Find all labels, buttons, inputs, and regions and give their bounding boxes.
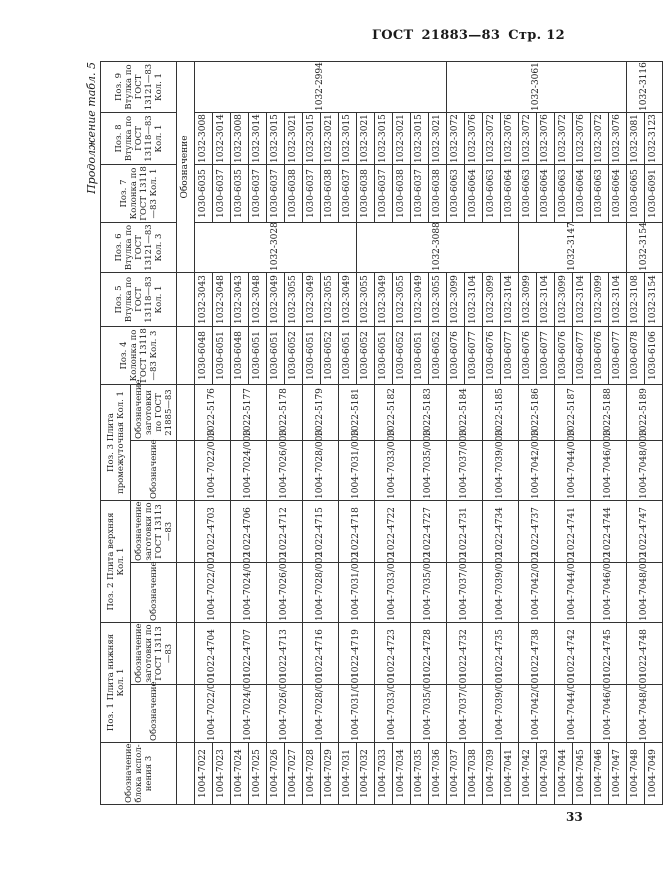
cell: 1032-3154 bbox=[627, 223, 663, 273]
cell: 1032-3099 bbox=[447, 273, 465, 327]
cell: 1004-7044/002 bbox=[555, 563, 591, 623]
cell: 1004-7047 bbox=[609, 743, 627, 805]
cell: 1030-6037 bbox=[411, 165, 429, 223]
designation-heading-spacer bbox=[177, 685, 195, 743]
cell: 1032-3076 bbox=[609, 113, 627, 165]
rotated-table-frame bbox=[85, 62, 658, 805]
cell: 1032-3072 bbox=[483, 113, 501, 165]
cell: 1004-7022/002 bbox=[195, 563, 231, 623]
cell: 1030-6052 bbox=[321, 327, 339, 385]
cell: 1030-6078 bbox=[627, 327, 645, 385]
cell: 1004-7028 bbox=[303, 743, 321, 805]
cell: 1030-6051 bbox=[411, 327, 429, 385]
cell: 1022-4715 bbox=[303, 501, 339, 563]
cell: 1030-6037 bbox=[303, 165, 321, 223]
cell: 1004-7028/002 bbox=[303, 563, 339, 623]
cell: 1022-4742 bbox=[555, 623, 591, 685]
cell: 1032-3147 bbox=[519, 223, 627, 273]
cell: 1030-6077 bbox=[501, 327, 519, 385]
subheader-designation: Обозначение bbox=[131, 685, 177, 743]
cell: 1022-4728 bbox=[411, 623, 447, 685]
cell: 1004-7033/001 bbox=[375, 685, 411, 743]
header-pos4: Поз. 4 Колонка по ГОСТ 13118—83 Кол. 3 bbox=[101, 327, 177, 385]
cell: 1004-7031/002 bbox=[339, 563, 375, 623]
cell: 1032-3015 bbox=[267, 113, 285, 165]
cell: 1004-7036 bbox=[429, 743, 447, 805]
cell: 1032-3028 bbox=[195, 223, 357, 273]
designation-heading: Обозначение bbox=[177, 62, 195, 273]
cell: 1004-7035/003 bbox=[411, 441, 447, 501]
cell: 1022-4722 bbox=[375, 501, 411, 563]
cell: 1004-7039/002 bbox=[483, 563, 519, 623]
designation-heading-spacer bbox=[177, 327, 195, 385]
cell: 1022-4727 bbox=[411, 501, 447, 563]
header-pos5: Поз. 5 Втулка по ГОСТ 13118—83 Кол. 1 bbox=[101, 273, 177, 327]
cell: 1032-3061 bbox=[447, 62, 627, 113]
header-pos7: Поз. 7 Колонка по ГОСТ 13118—83 Кол. 1 bbox=[101, 165, 177, 223]
cell: 1030-6065 bbox=[627, 165, 645, 223]
header-pos6: Поз. 6 Втулка по ГОСТ 13121—83 Кол. 3 bbox=[101, 223, 177, 273]
cell: 1004-7045 bbox=[573, 743, 591, 805]
cell: 1004-7026/003 bbox=[267, 441, 303, 501]
cell: 1032-3076 bbox=[501, 113, 519, 165]
cell: 1004-7026/001 bbox=[267, 685, 303, 743]
cell: 1030-6076 bbox=[519, 327, 537, 385]
cell: 1004-7024/001 bbox=[231, 685, 267, 743]
cell: 1004-7023 bbox=[213, 743, 231, 805]
page-header bbox=[372, 28, 573, 43]
cell: 1022-5185 bbox=[483, 385, 519, 441]
cell: 1032-3049 bbox=[339, 273, 357, 327]
cell: 1032-3104 bbox=[573, 273, 591, 327]
cell: 1032-3043 bbox=[231, 273, 249, 327]
cell: 1032-3076 bbox=[465, 113, 483, 165]
cell: 1022-4732 bbox=[447, 623, 483, 685]
cell: 1030-6076 bbox=[483, 327, 501, 385]
cell: 1032-3055 bbox=[393, 273, 411, 327]
cell: 1022-4737 bbox=[519, 501, 555, 563]
cell: 1032-3104 bbox=[501, 273, 519, 327]
cell: 1004-7044 bbox=[555, 743, 573, 805]
cell: 1030-6064 bbox=[465, 165, 483, 223]
cell: 1030-6038 bbox=[357, 165, 375, 223]
cell: 1004-7046/003 bbox=[591, 441, 627, 501]
designation-heading-spacer bbox=[177, 501, 195, 563]
cell: 1004-7046/001 bbox=[591, 685, 627, 743]
cell: 1022-5177 bbox=[231, 385, 267, 441]
designation-heading-spacer bbox=[177, 623, 195, 685]
cell: 1032-3055 bbox=[429, 273, 447, 327]
cell: 1022-4747 bbox=[627, 501, 663, 563]
cell: 1032-3014 bbox=[249, 113, 267, 165]
cell: 1030-6063 bbox=[447, 165, 465, 223]
cell: 1022-4738 bbox=[519, 623, 555, 685]
cell: 1030-6051 bbox=[213, 327, 231, 385]
cell: 1032-3015 bbox=[303, 113, 321, 165]
page-label: Стр. 12 bbox=[508, 28, 565, 43]
cell: 1022-4735 bbox=[483, 623, 519, 685]
cell: 1004-7043 bbox=[537, 743, 555, 805]
cell: 1030-6076 bbox=[555, 327, 573, 385]
cell: 1030-6035 bbox=[231, 165, 249, 223]
cell: 1022-4704 bbox=[195, 623, 231, 685]
cell: 1004-7024/002 bbox=[231, 563, 267, 623]
parts-table bbox=[100, 61, 663, 805]
cell: 1004-7042/001 bbox=[519, 685, 555, 743]
cell: 1030-6063 bbox=[519, 165, 537, 223]
designation-heading-spacer bbox=[177, 385, 195, 441]
cell: 1004-7048 bbox=[627, 743, 645, 805]
subheader-designation: Обозначение bbox=[131, 563, 177, 623]
table-continuation-caption: Продолжение табл. 5 bbox=[85, 62, 98, 194]
cell: 1004-7026 bbox=[267, 743, 285, 805]
header-pos2: Поз. 2 Плита верхняя Кол. 1 bbox=[101, 501, 131, 623]
subheader-blank: Обозначение заготовки по ГОСТ 13113—83 bbox=[131, 501, 177, 563]
cell: 1022-5183 bbox=[411, 385, 447, 441]
cell: 1022-4706 bbox=[231, 501, 267, 563]
cell: 1004-7034 bbox=[393, 743, 411, 805]
cell: 1030-6037 bbox=[375, 165, 393, 223]
cell: 1022-4734 bbox=[483, 501, 519, 563]
cell: 1004-7046/002 bbox=[591, 563, 627, 623]
cell: 1030-6052 bbox=[429, 327, 447, 385]
cell: 1030-6048 bbox=[231, 327, 249, 385]
cell: 1030-6077 bbox=[573, 327, 591, 385]
cell: 1030-6064 bbox=[573, 165, 591, 223]
designation-heading-spacer bbox=[177, 563, 195, 623]
cell: 1022-5186 bbox=[519, 385, 555, 441]
cell: 1032-3154 bbox=[645, 273, 663, 327]
cell: 1004-7029 bbox=[321, 743, 339, 805]
cell: 1030-6051 bbox=[339, 327, 357, 385]
cell: 1030-6035 bbox=[195, 165, 213, 223]
cell: 1032-3099 bbox=[483, 273, 501, 327]
gost-label: ГОСТ bbox=[372, 28, 414, 43]
cell: 1032-3015 bbox=[375, 113, 393, 165]
cell: 1030-6064 bbox=[537, 165, 555, 223]
cell: 1004-7024/003 bbox=[231, 441, 267, 501]
cell: 1022-5178 bbox=[267, 385, 303, 441]
cell: 1032-3043 bbox=[195, 273, 213, 327]
cell: 1004-7044/003 bbox=[555, 441, 591, 501]
cell: 1030-6051 bbox=[249, 327, 267, 385]
cell: 1030-6038 bbox=[429, 165, 447, 223]
cell: 1032-3015 bbox=[411, 113, 429, 165]
cell: 1032-3104 bbox=[465, 273, 483, 327]
cell: 1022-4745 bbox=[591, 623, 627, 685]
cell: 1030-6038 bbox=[321, 165, 339, 223]
cell: 1030-6106 bbox=[645, 327, 663, 385]
cell: 1030-6052 bbox=[285, 327, 303, 385]
cell: 1004-7025 bbox=[249, 743, 267, 805]
cell: 1032-3099 bbox=[519, 273, 537, 327]
cell: 1022-5187 bbox=[555, 385, 591, 441]
cell: 1004-7041 bbox=[501, 743, 519, 805]
cell: 1032-3048 bbox=[213, 273, 231, 327]
cell: 1022-5181 bbox=[339, 385, 375, 441]
cell: 1004-7039/003 bbox=[483, 441, 519, 501]
cell: 1022-4712 bbox=[267, 501, 303, 563]
cell: 1004-7028/003 bbox=[303, 441, 339, 501]
cell: 1004-7026/002 bbox=[267, 563, 303, 623]
cell: 1030-6063 bbox=[591, 165, 609, 223]
cell: 1032-3021 bbox=[393, 113, 411, 165]
cell: 1030-6076 bbox=[447, 327, 465, 385]
cell: 1032-3015 bbox=[339, 113, 357, 165]
cell: 1004-7046 bbox=[591, 743, 609, 805]
cell: 1004-7027 bbox=[285, 743, 303, 805]
cell: 1030-6038 bbox=[285, 165, 303, 223]
cell: 1004-7037 bbox=[447, 743, 465, 805]
cell: 1004-7038 bbox=[465, 743, 483, 805]
cell: 1032-3108 bbox=[627, 273, 645, 327]
cell: 1022-4707 bbox=[231, 623, 267, 685]
cell: 1030-6038 bbox=[393, 165, 411, 223]
cell: 1030-6063 bbox=[483, 165, 501, 223]
cell: 1030-6077 bbox=[609, 327, 627, 385]
cell: 1004-7033 bbox=[375, 743, 393, 805]
cell: 1004-7042 bbox=[519, 743, 537, 805]
header-pos9: Поз. 9 Втулка по ГОСТ 13121—83 Кол. 1 bbox=[101, 62, 177, 113]
cell: 1022-4723 bbox=[375, 623, 411, 685]
cell: 1004-7024 bbox=[231, 743, 249, 805]
cell: 1032-3008 bbox=[195, 113, 213, 165]
designation-heading-spacer bbox=[177, 273, 195, 327]
cell: 1022-4744 bbox=[591, 501, 627, 563]
cell: 1004-7042/003 bbox=[519, 441, 555, 501]
cell: 1004-7031 bbox=[339, 743, 357, 805]
cell: 1022-5189 bbox=[627, 385, 663, 441]
cell: 1004-7022 bbox=[195, 743, 213, 805]
cell: 1022-5179 bbox=[303, 385, 339, 441]
cell: 1032-3104 bbox=[609, 273, 627, 327]
cell: 1030-6064 bbox=[609, 165, 627, 223]
cell: 1032-3021 bbox=[357, 113, 375, 165]
cell: 1004-7042/002 bbox=[519, 563, 555, 623]
cell: 1032-3008 bbox=[231, 113, 249, 165]
cell: 1032-3081 bbox=[627, 113, 645, 165]
cell: 1032-3055 bbox=[285, 273, 303, 327]
designation-heading-spacer bbox=[177, 441, 195, 501]
subheader-blank: Обозначение заготовки по ГОСТ 13113—83 bbox=[131, 623, 177, 685]
cell: 1030-6052 bbox=[393, 327, 411, 385]
cell: 1022-5184 bbox=[447, 385, 483, 441]
cell: 1032-3072 bbox=[447, 113, 465, 165]
cell: 1004-7033/002 bbox=[375, 563, 411, 623]
cell: 1032-3104 bbox=[537, 273, 555, 327]
cell: 1032-3055 bbox=[357, 273, 375, 327]
cell: 1030-6091 bbox=[645, 165, 663, 223]
cell: 1030-6037 bbox=[249, 165, 267, 223]
cell: 1032-3021 bbox=[285, 113, 303, 165]
cell: 1032-3055 bbox=[321, 273, 339, 327]
cell: 1030-6037 bbox=[267, 165, 285, 223]
cell: 1032-3072 bbox=[519, 113, 537, 165]
cell: 1032-3088 bbox=[357, 223, 519, 273]
cell: 1022-5176 bbox=[195, 385, 231, 441]
cell: 1022-4703 bbox=[195, 501, 231, 563]
cell: 1032-3076 bbox=[573, 113, 591, 165]
table-container bbox=[85, 62, 658, 805]
cell: 1022-5182 bbox=[375, 385, 411, 441]
cell: 1032-3049 bbox=[411, 273, 429, 327]
header-pos3: Поз. 3 Плита промежуточная Кол. 1 bbox=[101, 385, 131, 501]
cell: 1004-7039/001 bbox=[483, 685, 519, 743]
page-number: 33 bbox=[566, 810, 583, 824]
cell: 1004-7049 bbox=[645, 743, 663, 805]
cell: 1030-6051 bbox=[375, 327, 393, 385]
cell: 1032-3021 bbox=[321, 113, 339, 165]
cell: 1004-7028/001 bbox=[303, 685, 339, 743]
cell: 1022-4731 bbox=[447, 501, 483, 563]
cell: 1032-3076 bbox=[537, 113, 555, 165]
cell: 1032-3014 bbox=[213, 113, 231, 165]
cell: 1030-6063 bbox=[555, 165, 573, 223]
cell: 1004-7037/001 bbox=[447, 685, 483, 743]
cell: 1022-4741 bbox=[555, 501, 591, 563]
cell: 1030-6037 bbox=[339, 165, 357, 223]
cell: 1032-3049 bbox=[267, 273, 285, 327]
cell: 1032-3049 bbox=[303, 273, 321, 327]
cell: 1004-7022/003 bbox=[195, 441, 231, 501]
cell: 1022-4748 bbox=[627, 623, 663, 685]
cell: 1022-5188 bbox=[591, 385, 627, 441]
cell: 1032-3072 bbox=[591, 113, 609, 165]
cell: 1004-7039 bbox=[483, 743, 501, 805]
cell: 1032-3048 bbox=[249, 273, 267, 327]
subheader-designation: Обозначение bbox=[131, 441, 177, 501]
cell: 1004-7048/003 bbox=[627, 441, 663, 501]
cell: 1004-7037/003 bbox=[447, 441, 483, 501]
cell: 1032-3072 bbox=[555, 113, 573, 165]
cell: 1004-7031/001 bbox=[339, 685, 375, 743]
header-pos8: Поз. 8 Втулка по ГОСТ 13118—83 Кол. 1 bbox=[101, 113, 177, 165]
cell: 1030-6077 bbox=[465, 327, 483, 385]
cell: 1032-3099 bbox=[591, 273, 609, 327]
cell: 1030-6077 bbox=[537, 327, 555, 385]
cell: 1030-6064 bbox=[501, 165, 519, 223]
cell: 1004-7033/003 bbox=[375, 441, 411, 501]
cell: 1004-7048/001 bbox=[627, 685, 663, 743]
cell: 1022-4716 bbox=[303, 623, 339, 685]
designation-heading-spacer bbox=[177, 743, 195, 805]
cell: 1030-6076 bbox=[591, 327, 609, 385]
cell: 1004-7037/002 bbox=[447, 563, 483, 623]
cell: 1032-3116 bbox=[627, 62, 663, 113]
header-pos1: Поз. 1 Плита нижняя Кол. 1 bbox=[101, 623, 131, 743]
header-block: Обозначение блока испол-нения 3 bbox=[101, 743, 177, 805]
cell: 1032-3021 bbox=[429, 113, 447, 165]
subheader-blank-pos3: Обозначение заготовки по ГОСТ 21885—83 bbox=[131, 385, 177, 441]
cell: 1030-6052 bbox=[357, 327, 375, 385]
cell: 1004-7032 bbox=[357, 743, 375, 805]
cell: 1022-4718 bbox=[339, 501, 375, 563]
cell: 1032-2994 bbox=[195, 62, 447, 113]
cell: 1030-6051 bbox=[303, 327, 321, 385]
cell: 1004-7035/002 bbox=[411, 563, 447, 623]
cell: 1030-6037 bbox=[213, 165, 231, 223]
cell: 1032-3049 bbox=[375, 273, 393, 327]
cell: 1004-7035/001 bbox=[411, 685, 447, 743]
cell: 1004-7031/003 bbox=[339, 441, 375, 501]
cell: 1030-6051 bbox=[267, 327, 285, 385]
standard-number: 21883—83 bbox=[421, 28, 501, 43]
cell: 1022-4713 bbox=[267, 623, 303, 685]
cell: 1022-4719 bbox=[339, 623, 375, 685]
cell: 1032-3123 bbox=[645, 113, 663, 165]
cell: 1032-3099 bbox=[555, 273, 573, 327]
cell: 1004-7035 bbox=[411, 743, 429, 805]
cell: 1004-7044/001 bbox=[555, 685, 591, 743]
cell: 1004-7048/002 bbox=[627, 563, 663, 623]
cell: 1030-6048 bbox=[195, 327, 213, 385]
cell: 1004-7022/001 bbox=[195, 685, 231, 743]
